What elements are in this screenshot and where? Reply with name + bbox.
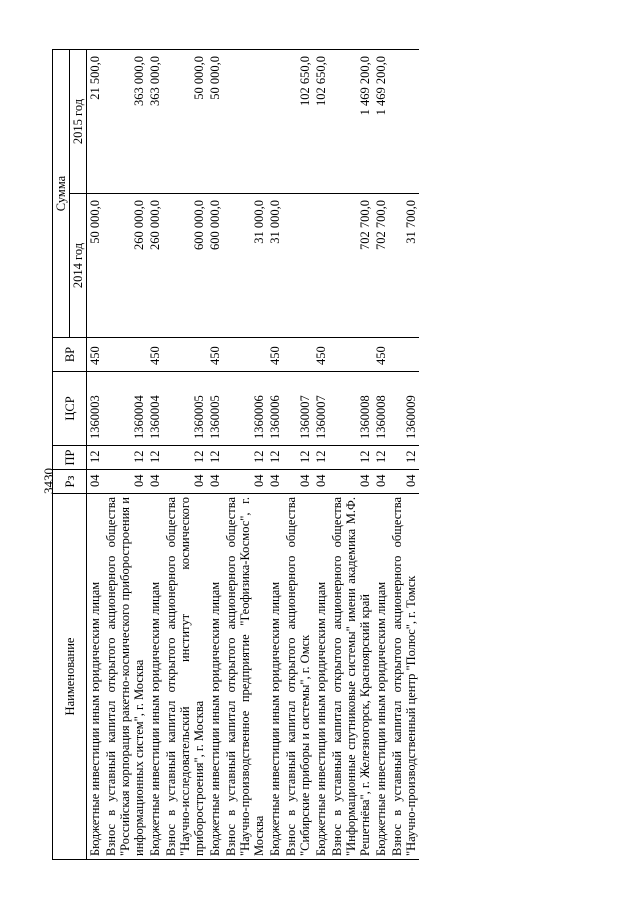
row-sum-2014: 702 700,0 — [329, 194, 373, 338]
table-row — [283, 50, 313, 860]
row-rz: 04 — [103, 470, 147, 494]
table-row — [373, 50, 389, 860]
row-pr: 12 — [329, 446, 373, 470]
row-sum-2014: 31 700,0 — [389, 194, 419, 338]
row-sum-2014: 702 700,0 — [373, 194, 389, 338]
row-pr: 12 — [163, 446, 207, 470]
table-row — [163, 50, 207, 860]
table-row — [207, 50, 223, 860]
row-csr: 1360008 — [373, 372, 389, 446]
row-csr: 1360003 — [87, 372, 104, 446]
table-row — [329, 50, 373, 860]
table-row — [103, 50, 147, 860]
header-vr: ВР — [53, 338, 87, 372]
row-vr: 450 — [207, 338, 223, 372]
row-sum-2015 — [223, 50, 267, 194]
row-csr: 1360007 — [283, 372, 313, 446]
row-name: Бюджетные инвестиции иным юридическим лицам — [87, 494, 104, 860]
row-rz: 04 — [223, 470, 267, 494]
page-number: 3430 — [41, 468, 56, 494]
row-name: Взнос в уставный капитал открытого акционерного общества "Научно-производственный центр "Полюс", г. Томск — [389, 494, 419, 860]
header-csr: ЦСР — [53, 372, 87, 446]
row-rz: 04 — [87, 470, 104, 494]
row-rz: 04 — [373, 470, 389, 494]
row-csr: 1360008 — [329, 372, 373, 446]
header-2015: 2015 год — [70, 50, 87, 194]
row-vr — [283, 338, 313, 372]
row-name: Бюджетные инвестиции иным юридическим лицам — [267, 494, 283, 860]
row-rz: 04 — [283, 470, 313, 494]
row-vr — [163, 338, 207, 372]
budget-table-rotated — [52, 50, 610, 860]
row-sum-2015: 50 000,0 — [163, 50, 207, 194]
row-csr: 1360007 — [313, 372, 329, 446]
row-csr: 1360004 — [103, 372, 147, 446]
row-sum-2015: 363 000,0 — [103, 50, 147, 194]
row-pr: 12 — [389, 446, 419, 470]
header-pr: ПР — [53, 446, 87, 470]
row-sum-2014: 31 000,0 — [267, 194, 283, 338]
row-pr: 12 — [373, 446, 389, 470]
row-pr: 12 — [147, 446, 163, 470]
row-sum-2014 — [283, 194, 313, 338]
row-sum-2014: 260 000,0 — [103, 194, 147, 338]
row-csr: 1360009 — [389, 372, 419, 446]
row-vr — [389, 338, 419, 372]
row-pr: 12 — [207, 446, 223, 470]
row-csr: 1360006 — [223, 372, 267, 446]
budget-table — [52, 49, 419, 860]
table-row — [223, 50, 267, 860]
row-sum-2014: 31 000,0 — [223, 194, 267, 338]
row-vr — [223, 338, 267, 372]
row-pr: 12 — [267, 446, 283, 470]
row-pr: 12 — [223, 446, 267, 470]
row-name: Бюджетные инвестиции иным юридическим лицам — [147, 494, 163, 860]
row-vr: 450 — [147, 338, 163, 372]
table-row — [389, 50, 419, 860]
row-name: Бюджетные инвестиции иным юридическим лицам — [207, 494, 223, 860]
row-sum-2015: 50 000,0 — [207, 50, 223, 194]
row-pr: 12 — [313, 446, 329, 470]
row-pr: 12 — [87, 446, 104, 470]
row-name: Взнос в уставный капитал открытого акционерного общества "Научно-производственное предприятие "Геофизика-Космос", г. Москва — [223, 494, 267, 860]
row-sum-2015: 21 500,0 — [87, 50, 104, 194]
row-rz: 04 — [163, 470, 207, 494]
row-csr: 1360006 — [267, 372, 283, 446]
table-row — [147, 50, 163, 860]
row-pr: 12 — [103, 446, 147, 470]
row-vr: 450 — [87, 338, 104, 372]
table-row — [313, 50, 329, 860]
row-sum-2015: 102 650,0 — [313, 50, 329, 194]
header-rz: Рз — [53, 470, 87, 494]
header-2014: 2014 год — [70, 194, 87, 338]
row-csr: 1360004 — [147, 372, 163, 446]
row-csr: 1360005 — [163, 372, 207, 446]
row-sum-2015 — [267, 50, 283, 194]
row-sum-2015: 1 469 200,0 — [329, 50, 373, 194]
row-vr — [329, 338, 373, 372]
table-body — [87, 50, 420, 860]
row-vr — [103, 338, 147, 372]
row-name: Взнос в уставный капитал открытого акционерного общества "Научно-исследовательский институт космического приборостроения", г. Москва — [163, 494, 207, 860]
row-sum-2014: 600 000,0 — [163, 194, 207, 338]
row-name: Бюджетные инвестиции иным юридическим лицам — [313, 494, 329, 860]
row-rz: 04 — [267, 470, 283, 494]
row-pr: 12 — [283, 446, 313, 470]
row-rz: 04 — [207, 470, 223, 494]
row-sum-2014 — [313, 194, 329, 338]
row-rz: 04 — [329, 470, 373, 494]
row-name: Бюджетные инвестиции иным юридическим лицам — [373, 494, 389, 860]
row-rz: 04 — [313, 470, 329, 494]
row-sum-2015: 102 650,0 — [283, 50, 313, 194]
row-name: Взнос в уставный капитал открытого акционерного общества "Информационные спутниковые системы" имени академика М.Ф. Решетнёва", г. Железногорск, Красноярский край — [329, 494, 373, 860]
row-rz: 04 — [389, 470, 419, 494]
row-name: Взнос в уставный капитал открытого акционерного общества "Российская корпорация ракетно-космического приборостроения и информационных систем", г. Москва — [103, 494, 147, 860]
row-sum-2015: 363 000,0 — [147, 50, 163, 194]
row-sum-2014: 50 000,0 — [87, 194, 104, 338]
row-rz: 04 — [147, 470, 163, 494]
table-row — [87, 50, 104, 860]
row-csr: 1360005 — [207, 372, 223, 446]
row-name: Взнос в уставный капитал открытого акционерного общества "Сибирские приборы и системы", г. Омск — [283, 494, 313, 860]
row-sum-2014: 600 000,0 — [207, 194, 223, 338]
row-sum-2015 — [389, 50, 419, 194]
row-vr: 450 — [267, 338, 283, 372]
header-sum: Сумма — [53, 50, 70, 338]
row-sum-2014: 260 000,0 — [147, 194, 163, 338]
row-vr: 450 — [373, 338, 389, 372]
row-sum-2015: 1 469 200,0 — [373, 50, 389, 194]
row-vr: 450 — [313, 338, 329, 372]
table-row — [267, 50, 283, 860]
header-name: Наименование — [53, 494, 87, 860]
